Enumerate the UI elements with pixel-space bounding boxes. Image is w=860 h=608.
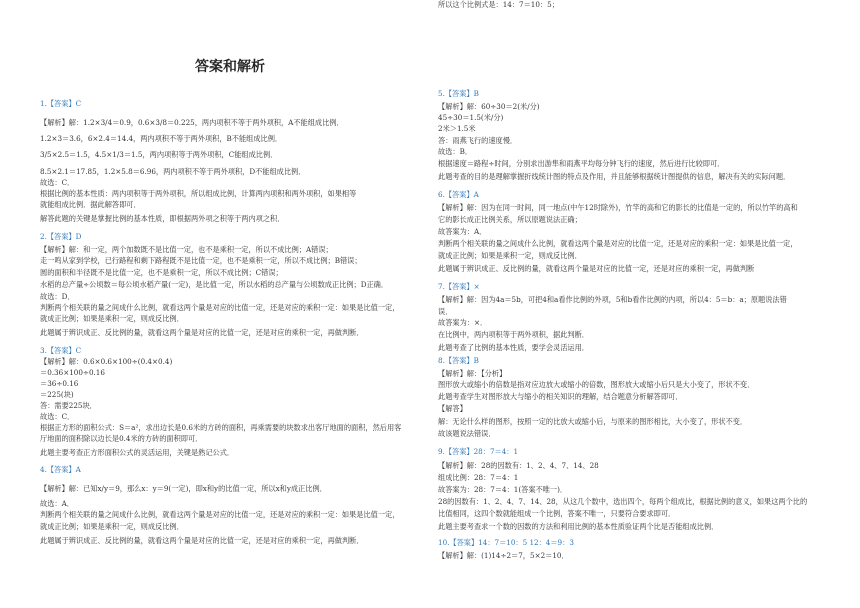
text-line: 答：需要225块．: [40, 401, 97, 410]
answer-heading: 7.【答案】×: [438, 282, 480, 291]
text-line: 故选：B．: [438, 147, 473, 156]
text-line: 答：雨燕飞行的速度慢．: [438, 136, 518, 145]
answer-heading: 8.【答案】B: [438, 356, 479, 365]
text-line: 解答此题的关键是掌握比例的基本性质，即根据两外项之积等于两内项之积．: [40, 214, 285, 223]
answer-heading: 10.【答案】14：7＝10：5 12：4＝9：3: [438, 538, 574, 547]
text-line: 就成正比例；如果是乘积一定，则成反比例．: [40, 314, 184, 323]
text-line: 【解析】解：0.6×0.6×100÷(0.4×0.4): [40, 357, 173, 366]
text-line: 此题主要考查求一个数的因数的方法和利用比例的基本性质验证两个比是否能组成比例．: [438, 522, 719, 531]
text-line: 解：无论什么样的图形，按照一定的比放大或缩小后，与原来的图形相比，大小变了，形状不变．: [438, 417, 748, 426]
text-line: 【解析】解：和一定，两个加数既不是比值一定，也不是乘积一定，所以不成比例；A错误；: [40, 245, 333, 254]
text-line: 所以这个比例式是：14：7＝10：5；: [438, 0, 559, 9]
text-line: 根据速度＝路程÷时间，分别求出游隼和雨燕平均每分钟飞行的速度，然后进行比较即可．: [438, 159, 725, 168]
text-line: 故该题说法错误．: [438, 429, 496, 438]
text-line: 故答案为：28：7＝4：1(答案不唯一)．: [438, 485, 568, 494]
text-line: ＝225(块): [40, 390, 74, 399]
text-line: 此题考查的目的是理解掌握折线统计图的特点及作用，并且能够根据统计图提供的信息，解决有关的实际问题．: [438, 172, 791, 181]
text-line: 故答案为：A．: [438, 227, 487, 236]
answer-heading: 9.【答案】28：7＝4：1: [438, 447, 519, 456]
text-line: 【解析】解：28的因数有：1、2、4、7、14、28: [438, 461, 599, 470]
text-line: 【解析】解：【分析】: [438, 369, 507, 378]
text-line: 2米＞1.5米: [438, 124, 476, 133]
text-line: 比值相同，这四个数就能组成一个比例，答案不唯一，只要符合要求即可．: [438, 509, 676, 518]
text-line: 根据正方形的面积公式：S＝a²，求出边长是0.6米的方砖的面积，再乘需要的块数求出客厅地面的面积，然后用客: [40, 423, 402, 432]
text-line: 【解答】: [438, 404, 467, 413]
text-line: 故选：D．: [40, 292, 75, 301]
text-line: 就成正比例；如果是乘积一定，则成反比例．: [40, 522, 184, 531]
text-line: 判断两个相关联的量之间成什么比例，就看这两个量是对应的比值一定，还是对应的乘积一定：如果是比值一定，: [40, 303, 400, 312]
text-line: 此题属于辨识成正、反比例的量，就看这两个量是对应的比值一定，还是对应的乘积一定，再做判断．: [40, 536, 364, 545]
answer-heading: 5.【答案】B: [438, 89, 479, 98]
text-line: 【解析】解：已知x/y＝9，那么x：y＝9(一定)，即x和y的比值一定，所以x和y成正比例．: [40, 484, 327, 493]
text-line: 根据比例的基本性质：两内项积等于两外项积，所以组成比例，计算两内项积和两外项积，如果相等: [40, 189, 357, 198]
answer-heading: 2.【答案】D: [40, 232, 82, 241]
text-line: 它的影长成正比例关系，所以原题说法正确；: [438, 215, 582, 224]
text-line: 28的因数有：1、2、4、7、14、28，从这几个数中，选出四个，每两个组成比，根据比例的意义，如果这两个比的: [438, 497, 808, 506]
text-line: 在比例中，两内项积等于两外项积，据此判断．: [438, 330, 589, 339]
answer-heading: 4.【答案】A: [40, 465, 81, 474]
text-line: 判断两个相关联的量之间成什么比例，就看这两个量是对应的比值一定，还是对应的乘积一定：如果是比值一定，: [438, 239, 798, 248]
text-line: 故选：C．: [40, 178, 75, 187]
answer-heading: 1.【答案】C: [40, 99, 82, 108]
text-line: 水稻的总产量÷公顷数＝每公顷水稻产量(一定)，是比值一定，所以水稻的总产量与公顷数成正比例；D正确．: [40, 280, 389, 289]
text-line: 1.2×3＝3.6，6×2.4＝14.4，两内项积不等于两外项积，B不能组成比例．: [40, 134, 283, 143]
page-title: 答案和解析: [195, 59, 265, 75]
text-line: 误．: [438, 307, 453, 316]
text-line: 此题属于辨识成正、反比例的量，就看这两个量是对应的比值一定，还是对应的乘积一定，再做判断．: [40, 328, 364, 337]
text-line: 45÷30＝1.5(米/分): [438, 113, 504, 122]
text-line: 3/5×2.5＝1.5，4.5×1/3＝1.5，两内项积等于两外项积，C能组成比例．: [40, 150, 278, 159]
text-line: 此题主要考查正方形面积公式的灵活运用，关键是熟记公式．: [40, 448, 235, 457]
text-line: 组成比例：28：7＝4：1: [438, 473, 519, 482]
text-line: 此题考查了比例的基本性质，要学会灵活运用．: [438, 343, 589, 352]
text-line: 图形放大或缩小的倍数是指对应边放大或缩小的倍数，图形放大或缩小后只是大小变了，形状不变．: [438, 380, 755, 389]
text-line: 8.5×2.1＝17.85，1.2×5.8＝6.96，两内项积不等于两外项积，D不能组成比例．: [40, 167, 306, 176]
text-line: 【解析】解：60÷30＝2(米/分): [438, 102, 540, 111]
text-line: 判断两个相关联的量之间成什么比例，就看这两个量是对应的比值一定，还是对应的乘积一定：如果是比值一定，: [40, 510, 400, 519]
text-line: 【解析】解：因为在同一时间，同一地点(中午12时除外)，竹竿的高和它的影长的比值是一定的，所以竹竿的高和: [438, 203, 798, 212]
text-line: 走一鸣从家到学校，已行路程和剩下路程既不是比值一定，也不是乘积一定，所以不成比例；B错误；: [40, 256, 362, 265]
text-line: 故选：A．: [40, 499, 74, 508]
text-line: 【解析】解：1.2×3/4＝0.9，0.6×3/8＝0.225，两内项积不等于两外项积，A不能组成比例．: [40, 118, 344, 127]
text-line: 圆的面积和半径既不是比值一定，也不是乘积一定，所以不成比例；C错误；: [40, 268, 283, 277]
answer-heading: 6.【答案】A: [438, 190, 479, 199]
answer-heading: 3.【答案】C: [40, 346, 82, 355]
text-line: ＝36÷0.16: [40, 379, 79, 388]
text-line: 【解析】解：(1)14÷2＝7，5×2＝10．: [438, 551, 569, 560]
text-line: 此题考查学生对图形放大与缩小的相关知识的理解，结合题意分析解答即可．: [438, 392, 683, 401]
text-line: 故答案为：×．: [438, 318, 488, 327]
text-line: 【解析】解：因为4a＝5b，可把4和a看作比例的外项，5和b看作比例的内项，所以4：5＝b：a；原题说法错: [438, 295, 787, 304]
text-line: 就能组成比例．据此解答即可．: [40, 200, 141, 209]
text-line: 此题属于辨识成正、反比例的量，就看这两个量是对应的比值一定，还是对应的乘积一定，再做判断: [438, 264, 755, 273]
text-line: 故选：C．: [40, 412, 75, 421]
text-line: ＝0.36×100÷0.16: [40, 368, 105, 377]
text-line: 厅地面的面积除以边长是0.4米的方砖的面积即可．: [40, 434, 203, 443]
text-line: 就成正比例；如果是乘积一定，则成反比例．: [438, 251, 582, 260]
